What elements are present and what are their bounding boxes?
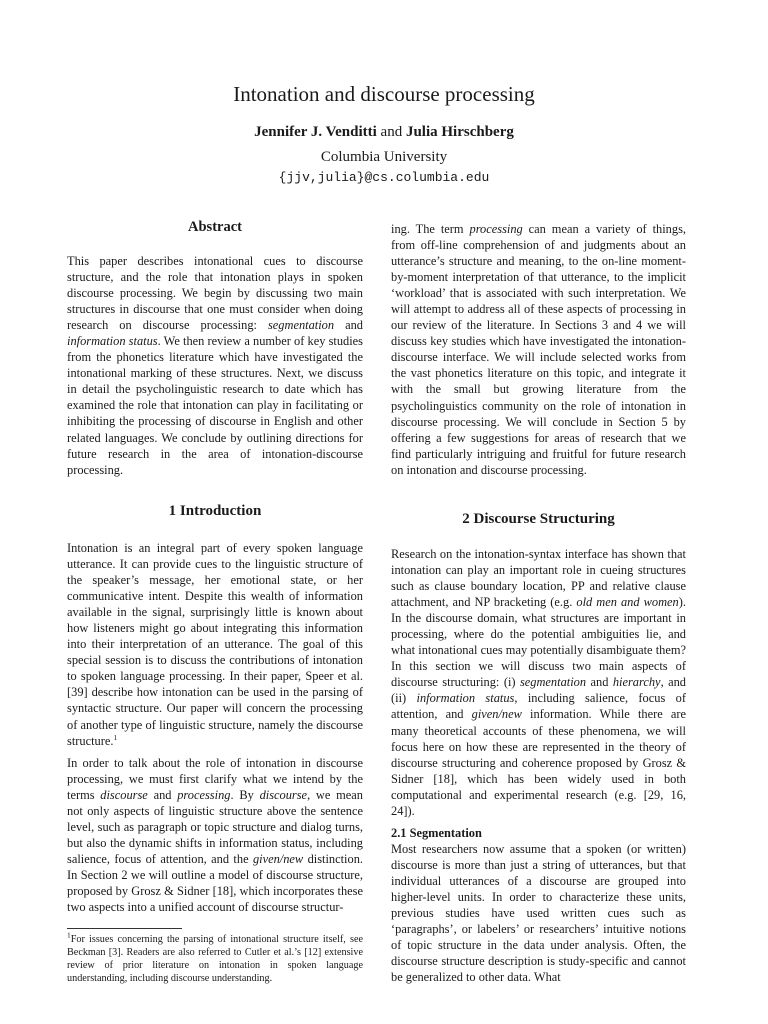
footnote-mark: 1 [67,930,71,940]
intro-paragraph-2-cont: ing. The term processing can mean a variety of things, from off-line comprehension of and judgments about an utterance’s structure and meaning, to the on-line moment-by-moment interpretation of that utterance, to the implicit ‘workload’ that is associated with such interpretation. We will attempt to address all of these aspects of processing in our review of the literature. In Sections 3 and 4 we will discuss key studies which have investigated the intonation-discourse interface. We will include selected works from the vast phonetics literature on this topic, and integrate it with the small but growing literature from the psycholinguistics community on the role of intonation in discourse processing. We will conclude in Section 5 by offering a few suggestions for areas of research that we find particularly intriguing and fruitful for future research on intonation and discourse processing. [391,222,686,477]
author-email: {jjv,julia}@cs.columbia.edu [278,170,490,185]
abstract-paragraph: This paper describes intonational cues to discourse structure, and the role that intonation plays in spoken discourse processing. We begin by discussing two main structures in discourse that one must consider when doing research on discourse processing: segmentation and information status. We then review a number of key studies from the phonetics literature which have investigated the intonational marking of these structures. Next, we discuss in detail the psycholinguistic research to date which has examined the role that intonation can play in facilitating or inhibiting the processing of discourse in English and other related languages. We conclude by outlining directions for future research in the area of intonation-discourse processing. [67,254,363,477]
author-line [0,124,768,141]
intro-paragraph-2: In order to talk about the role of intonation in discourse processing, we must first clarify what we intend by the terms discourse and processing. By discourse, we mean not only aspects of linguistic structure above the sentence level, such as paragraph or topic structure and dialog turns, but also the dynamic shifts in information status, including salience, focus of attention, and the given/new distinction. In Section 2 we will outline a model of discourse structure, proposed by Grosz & Sidner [18], which incorporates these two aspects into a unified account of discourse structur- [67,755,363,915]
intro-paragraph-1: Intonation is an integral part of every spoken language utterance. It can provide cues to the linguistic structure of the speaker’s message, her emotional state, or her communicative intent. Despite this wealth of information available in the signal, surprisingly little is known about how listeners might go about integrating this information into their interpretation of an utterance. The goal of this special session is to discuss the contributions of intonation to spoken language processing. In their paper, Speer et al. [39] describe how intonation can be used in the parsing of syntactic structure. Our paper will concern the processing of another type of linguistic structure, namely the discourse structure.$^1$ [67,541,363,748]
subsection-2-1-heading: 2.1 Segmentation [391,826,482,840]
footnote-ref[interactable]: 1 [113,732,118,742]
introduction-heading: 1 Introduction [168,503,262,519]
author-hirschberg: Julia Hirschberg [405,124,514,140]
intro-continuation [391,221,686,478]
footnote: $^1$For issues concerning the parsing of intonational structure itself, see Beckman [3]. Readers are also referred to Cutler et al.’s [12] extensive review of prior literature on intonation in spoken language understanding, including discourse understanding. [67,930,363,984]
author-venditti: Jennifer J. Venditti [254,124,377,140]
abstract-heading: Abstract [188,219,242,235]
affiliation: Columbia University [320,149,448,165]
subsection-2-1 [391,825,686,985]
author-conjunction: and [380,124,403,140]
section-2-heading: 2 Discourse Structuring [462,511,615,527]
abstract-body [67,253,363,478]
section-2-body [391,546,686,819]
introduction-body [67,540,363,915]
subsection-2-1-paragraph: Most researchers now assume that a spoken (or written) discourse is more than just a string of utterances, but that individual utterances of a discourse are grouped into higher-level units. In order to characterize these units, previous studies have used written cues such as ‘paragraphs’, or labelers’ or researchers’ intuitive notions of topic structure in the data under analysis. Often, the discourse structure description is study-specific and cannot be generalized to other data. What [391,842,686,985]
footnote-rule [67,928,182,929]
paper-title: Intonation and discourse processing [233,82,535,106]
section-2-paragraph: Research on the intonation-syntax interface has shown that intonation can play an important role in cueing structures such as clause boundary location, PP and relative clause attachment, and NP bracketing (e.g. old men and women). In the discourse domain, what structures are important in processing, where do the potential ambiguities lie, and what intonational cues may potentially disambiguate them? In this section we will discuss two main aspects of discourse structuring: (i) segmentation and hierarchy, and (ii) information status, including salience, focus of attention, and given/new information. While there are many theoretical accounts of these phenomena, we will focus here on how these are represented in the theory of discourse structuring and coherence proposed by Grosz & Sidner [18], which has been widely used in both computational and experimental research (e.g. [29, 16, 24]). [391,547,686,818]
